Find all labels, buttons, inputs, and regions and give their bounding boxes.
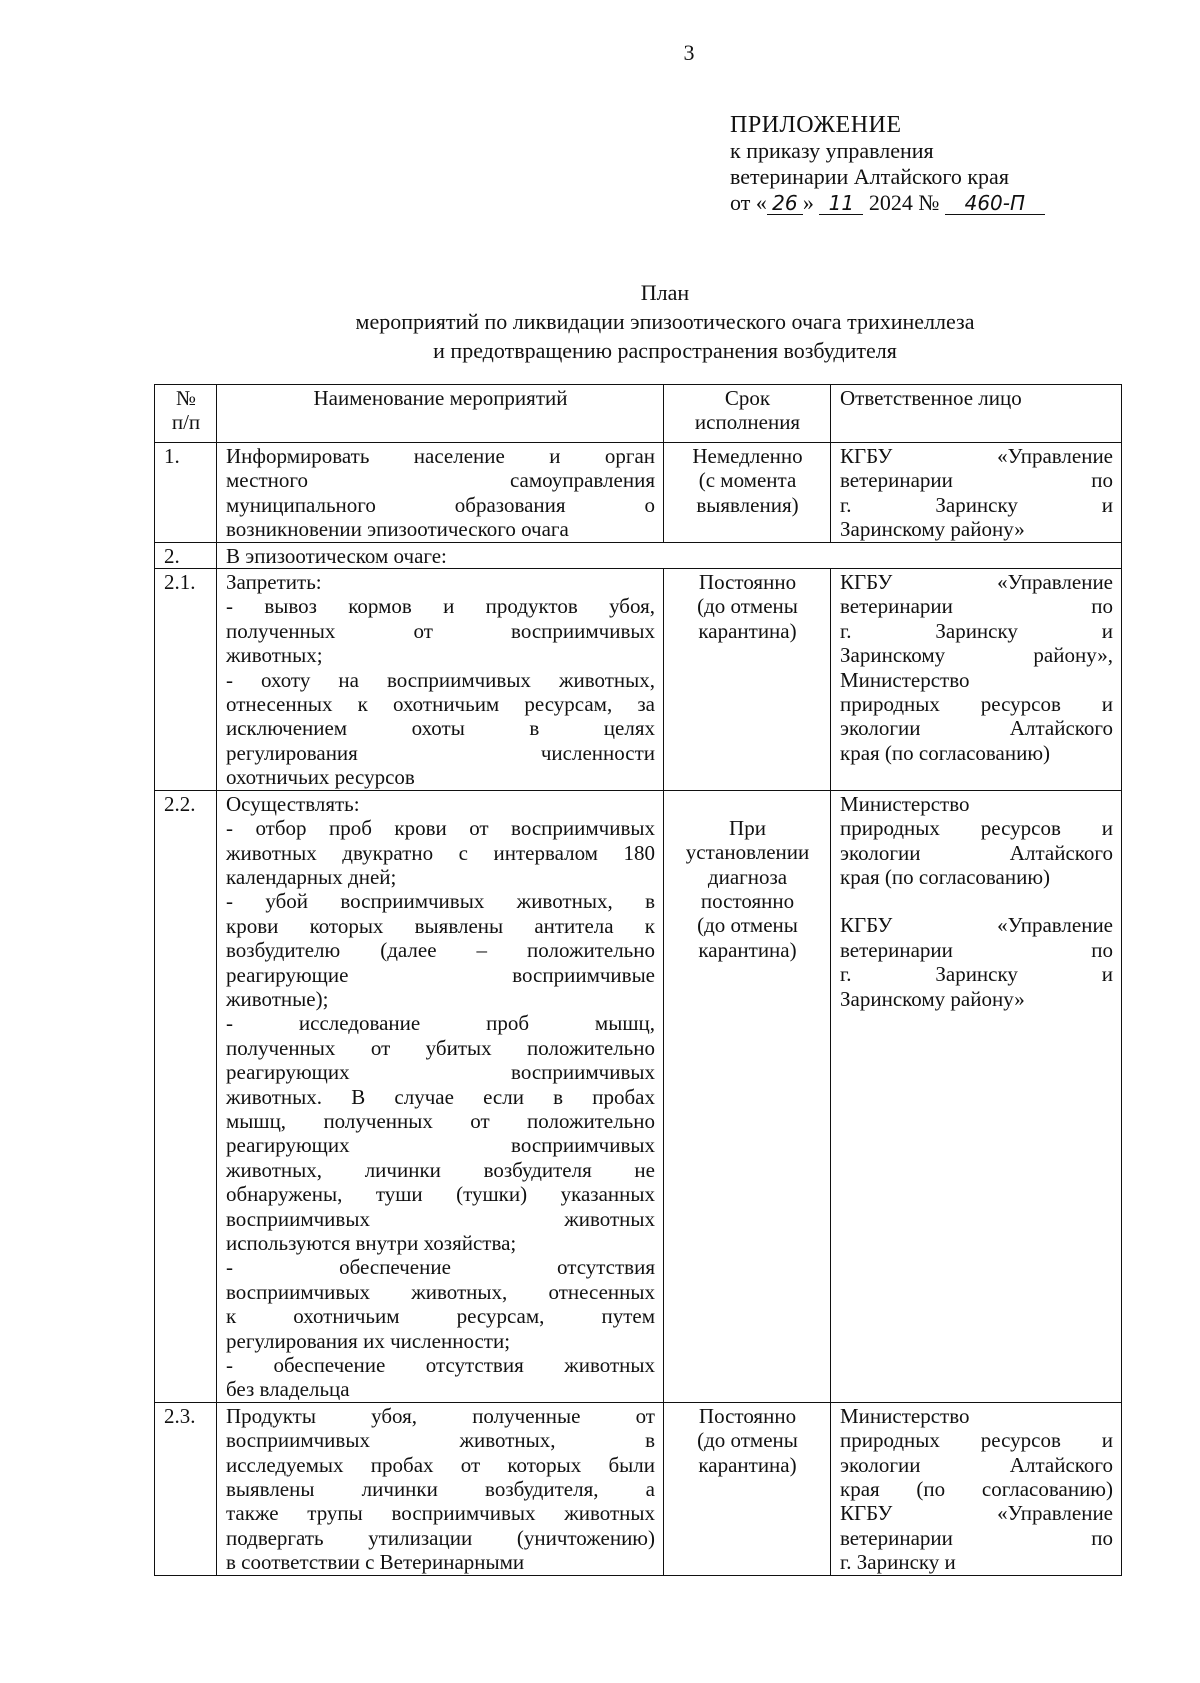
cell-text-line: без владельца [226,1377,350,1402]
cell-text-line: установлении [685,840,810,865]
cell-text-line: (с момента [698,468,797,493]
cell-text-line: Постоянно [698,570,797,595]
header-num [155,385,217,443]
table-row [155,542,1122,568]
cell-text-line: г. Заринску и [840,492,1113,517]
cell-text-line: к охотничьим ресурсам, путем [226,1304,655,1329]
cell-text-line: - обеспечение отсутствия [226,1255,655,1280]
table-header-row [155,385,1122,443]
cell-text-line: Постоянно [698,1403,797,1428]
cell-text-line: экологии Алтайского [840,716,1113,741]
cell-text-line: КГБУ «Управление [840,570,1113,595]
plan-title-line-2: мероприятий по ликвидации эпизоотического очага трихинеллеза [355,309,975,334]
row-description [217,569,664,791]
cell-text-line: используются внутри хозяйства; [226,1231,517,1255]
table-row [155,569,1122,791]
cell-text-line: природных ресурсов и [840,692,1113,717]
row-term [664,443,831,543]
cell-text-line: реагирующих восприимчивых [226,1060,655,1085]
cell-text-line: возникновении эпизоотического очага [226,517,569,542]
cell-text-line: муниципального образования о [226,492,655,517]
header-responsible: Ответственное лицо [831,385,1122,443]
row-number: 2.3. [155,1402,217,1575]
cell-text-line: восприимчивых животных [226,1206,655,1231]
cell-text-line: животные); [226,986,329,1011]
cell-text-line: Заринскому району», [840,643,1113,668]
cell-text-line: края (по согласованию) [840,740,1051,765]
cell-text-line: - отбор проб крови от восприимчивых [226,816,655,841]
row-number: 2. [155,542,217,568]
cell-text-line: - обеспечение отсутствия животных [226,1353,655,1378]
table-row [155,443,1122,543]
cell-text-line: Заринскому району» [840,517,1025,542]
cell-text-line: ветеринарии по [840,1525,1113,1550]
cell-text-line: края (по согласованию) [840,1477,1113,1502]
cell-text-line: возбудителю (далее – положительно [226,938,655,963]
cell-text-line: мышц, полученных от положительно [226,1108,655,1133]
header-term: Срок исполнения [664,385,831,443]
cell-text-line: При [729,815,766,840]
date-month: 11 [819,192,863,215]
cell-text-line: Информировать население и орган [226,444,655,468]
cell-text-line: местного самоуправления [226,468,655,493]
cell-text-line: Заринскому району» [840,986,1025,1011]
date-sep: » [802,190,814,215]
row-description [217,790,664,1402]
cell-text-line: экологии Алтайского [840,840,1113,865]
cell-text-line: края (по согласованию) [840,864,1051,889]
cell-text-line: (до отмены [697,1428,798,1453]
annex-title: ПРИЛОЖЕНИЕ [730,112,902,138]
row-term [664,569,831,791]
cell-text-line: подвергать утилизации (уничтожению) [226,1525,655,1550]
cell-text-line: регулирования численности [226,740,655,765]
cell-text-line: исследуемых пробах от которых были [226,1452,655,1477]
cell-text-line: выявления) [696,492,799,517]
plan-title-line-1: План [640,280,690,305]
cell-text-line: ветеринарии по [840,468,1113,493]
row-responsible [831,790,1122,1402]
cell-text-line: г. Заринску и [840,1550,956,1575]
cell-text-line: Немедленно [692,444,803,468]
cell-text-line: охотничьих ресурсов [226,765,415,790]
plan-table [154,384,1122,1576]
cell-text-line: также трупы восприимчивых животных [226,1501,655,1526]
cell-text-line: - вывоз кормов и продуктов убоя, [226,594,655,619]
header-num-line-1: № [175,386,197,410]
row-number: 2.2. [155,790,217,1402]
cell-text-line: полученных от убитых положительно [226,1035,655,1060]
table-row [155,790,1122,1402]
cell-text-line: КГБУ «Управление [840,1501,1113,1526]
row-description [217,443,664,543]
cell-text-line: Министерство [840,791,970,816]
cell-text-line: карантина) [698,937,797,962]
cell-text-line: Министерство [840,667,970,692]
responsible-group-b [840,913,1113,1011]
cell-text-line: ветеринарии по [840,594,1113,619]
row-term [664,790,831,1402]
row-description [217,1402,664,1575]
page-number: 3 [683,40,695,65]
plan-title-line-3: и предотвращению распространения возбудителя [433,338,897,363]
annex-date-line [730,190,1045,216]
row-responsible [831,1402,1122,1575]
header-name: Наименование мероприятий [217,385,664,443]
date-day: 26 [767,192,803,215]
cell-text-line: экологии Алтайского [840,1452,1113,1477]
cell-text-line: восприимчивых животных, в [226,1428,655,1453]
cell-text-line: полученных от восприимчивых [226,618,655,643]
row-number: 2.1. [155,569,217,791]
cell-text-line: животных двукратно с интервалом 180 [226,840,655,865]
cell-text-line: Осуществлять: [226,791,360,816]
cell-text-line: - убой восприимчивых животных, в [226,889,655,914]
cell-text-line: Запретить: [226,570,322,595]
row-section-title: В эпизоотическом очаге: [217,542,1122,568]
header-num-line-2: п/п [171,410,201,435]
plan-title [0,278,1200,365]
cell-text-line: крови которых выявлены антитела к [226,913,655,938]
order-number: 460-П [945,192,1045,215]
cell-text-line: г. Заринску и [840,618,1113,643]
cell-text-line: исключением охоты в целях [226,716,655,741]
date-prefix: от « [730,190,767,215]
cell-text-line: карантина) [698,618,797,643]
cell-text-line: КГБУ «Управление [840,444,1113,468]
table-row [155,1402,1122,1575]
cell-text-line: природных ресурсов и [840,1428,1113,1453]
row-number: 1. [155,443,217,543]
cell-text-line: животных, личинки возбудителя не [226,1157,655,1182]
cell-text-line: регулирования их численности; [226,1328,511,1353]
cell-text-line: календарных дней; [226,864,397,889]
cell-text-line: г. Заринску и [840,962,1113,987]
cell-text-line: диагноза [707,864,788,889]
annex-block [730,112,1045,216]
cell-text-line: карантина) [698,1452,797,1477]
cell-text-line: отнесенных к охотничьим ресурсам, за [226,692,655,717]
date-year: 2024 № [868,190,940,215]
cell-text-line: реагирующих восприимчивых [226,1133,655,1158]
cell-text-line: постоянно [700,888,795,913]
cell-text-line: КГБУ «Управление [840,913,1113,938]
cell-text-line: ветеринарии по [840,937,1113,962]
cell-text-line: - охоту на восприимчивых животных, [226,667,655,692]
row-responsible [831,569,1122,791]
cell-text-line: (до отмены [697,913,798,938]
row-responsible [831,443,1122,543]
cell-text-line: выявлены личинки возбудителя, а [226,1477,655,1502]
cell-text-line: в соответствии с Ветеринарными [226,1550,525,1575]
cell-text-line: (до отмены [697,594,798,619]
cell-text-line: восприимчивых животных, отнесенных [226,1279,655,1304]
annex-line-1: к приказу управления [730,138,934,163]
cell-text-line: Министерство [840,1403,970,1428]
cell-text-line: Продукты убоя, полученные от [226,1403,655,1428]
row-term [664,1402,831,1575]
annex-line-2: ветеринарии Алтайского края [730,164,1009,189]
responsible-group-a [840,792,1113,890]
cell-text-line: - исследование проб мышц, [226,1011,655,1036]
cell-text-line: обнаружены, туши (тушки) указанных [226,1182,655,1207]
cell-text-line: реагирующие восприимчивые [226,962,655,987]
cell-text-line: животных. В случае если в пробах [226,1084,655,1109]
cell-text-line: животных; [226,643,323,668]
cell-text-line: природных ресурсов и [840,816,1113,841]
